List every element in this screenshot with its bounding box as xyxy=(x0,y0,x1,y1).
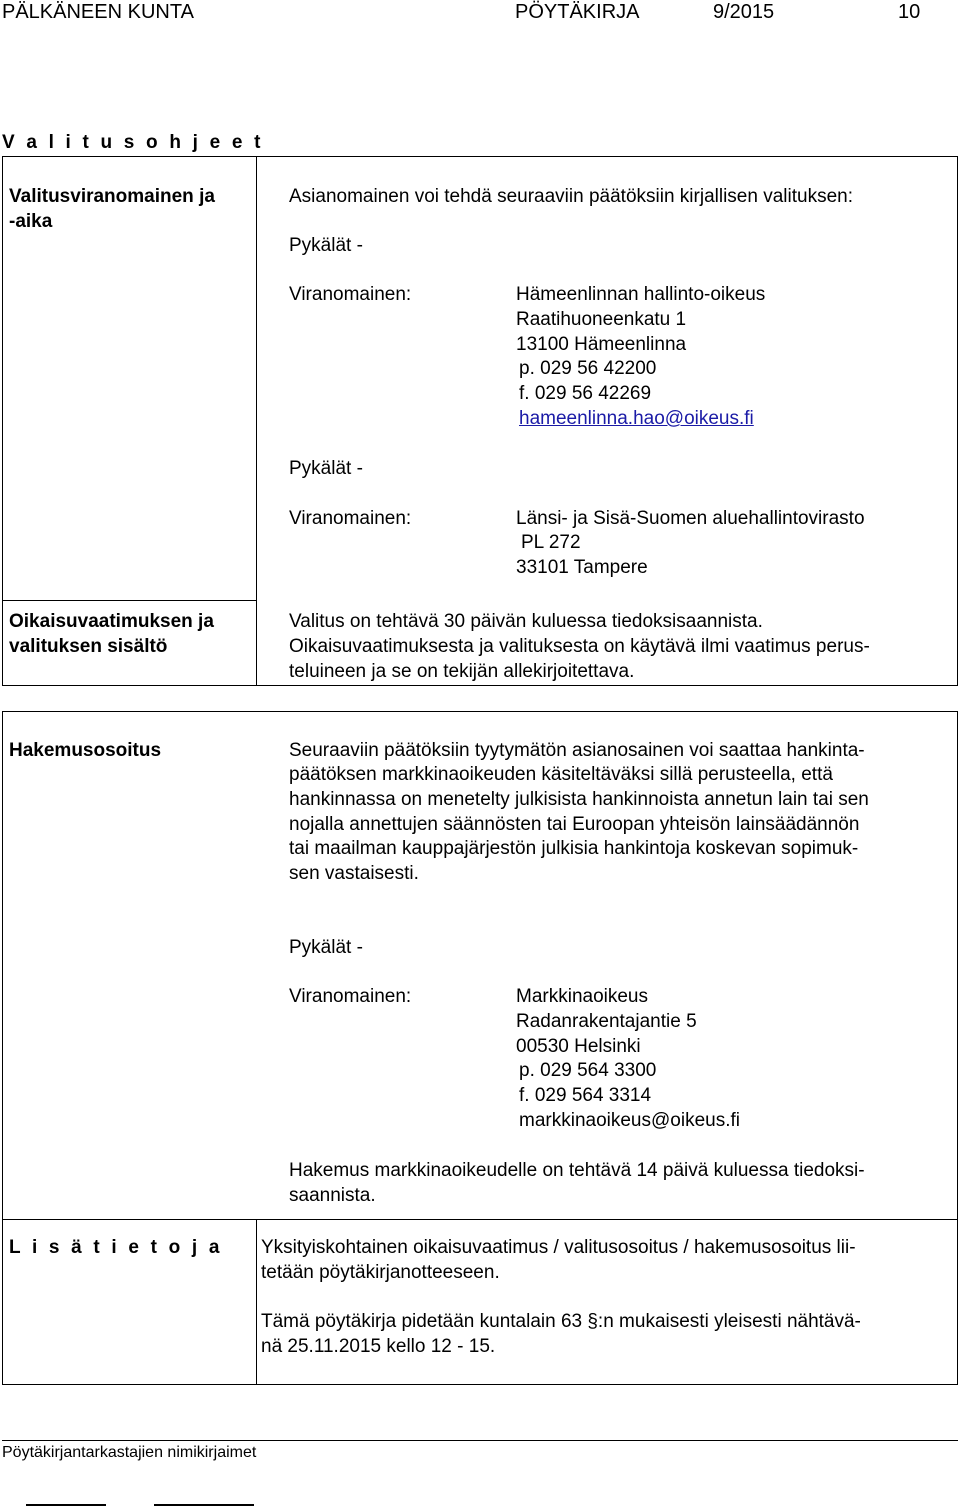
market-court-email: markkinaoikeus@oikeus.fi xyxy=(519,1110,740,1131)
sections-label: Pykälät - xyxy=(289,937,363,958)
appeal-table-divider xyxy=(256,156,257,686)
agency-postcode: 33101 Tampere xyxy=(516,557,648,578)
procurement-row-divider xyxy=(2,1219,958,1220)
procurement-body-line: päätöksen markkinaoikeuden käsiteltäväksi sillä perusteella, että xyxy=(289,764,833,785)
authority-label: Viranomainen: xyxy=(289,284,412,305)
appeal-authority-label-line1: Valitusviranomainen ja xyxy=(9,186,215,207)
procurement-body-line: tai maailman kauppajärjestön julkisia hankintoja koskevan sopimuk- xyxy=(289,838,859,859)
page-number: 10 xyxy=(898,1,921,23)
agency-name: Länsi- ja Sisä-Suomen aluehallintovirasto xyxy=(516,508,865,529)
signature-line-2 xyxy=(154,1504,254,1506)
extra-info-line: tetään pöytäkirjanotteeseen. xyxy=(261,1262,500,1283)
content-line: Oikaisuvaatimuksesta ja valituksesta on käytävä ilmi vaatimus perus- xyxy=(289,636,870,657)
deadline-line: saannista. xyxy=(289,1185,376,1206)
market-court-name: Markkinaoikeus xyxy=(516,986,648,1007)
municipality-name: PÄLKÄNEEN KUNTA xyxy=(2,1,194,23)
appeal-intro: Asianomainen voi tehdä seuraaviin päätöksiin kirjallisen valituksen: xyxy=(289,186,853,207)
court-phone: p. 029 56 42200 xyxy=(519,358,657,379)
content-line: teluineen ja se on tekijän allekirjoitettava. xyxy=(289,661,635,682)
procurement-body-line: hankinnassa on menetelty julkisista hankinnoista annetun lain tai sen xyxy=(289,789,869,810)
authority-label: Viranomainen: xyxy=(289,508,412,529)
content-label-line1: Oikaisuvaatimuksen ja xyxy=(9,611,214,632)
market-court-fax: f. 029 564 3314 xyxy=(519,1085,652,1106)
appeal-authority-label-line2: -aika xyxy=(9,211,53,232)
content-label-line2: valituksen sisältö xyxy=(9,636,168,657)
procurement-body-line: sen vastaisesti. xyxy=(289,863,419,884)
deadline-line: Hakemus markkinaoikeudelle on tehtävä 14 päivä kuluessa tiedoksi- xyxy=(289,1160,865,1181)
court-postcode: 13100 Hämeenlinna xyxy=(516,334,687,355)
extra-info-line: nä 25.11.2015 kello 12 - 15. xyxy=(261,1336,496,1357)
agency-po-box: PL 272 xyxy=(521,532,581,553)
content-line: Valitus on tehtävä 30 päivän kuluessa tiedoksisaannista. xyxy=(289,611,763,632)
market-court-postcode: 00530 Helsinki xyxy=(516,1036,641,1057)
footer-rule xyxy=(2,1440,958,1441)
sections-label: Pykälät - xyxy=(289,458,363,479)
court-name: Hämeenlinnan hallinto-oikeus xyxy=(516,284,766,305)
court-fax: f. 029 56 42269 xyxy=(519,383,652,404)
extra-info-divider xyxy=(256,1219,257,1385)
extra-info-line: Tämä pöytäkirja pidetään kuntalain 63 §:n mukaisesti yleisesti nähtävä- xyxy=(261,1311,861,1332)
document-number: 9/2015 xyxy=(713,1,775,23)
extra-info-line: Yksityiskohtainen oikaisuvaatimus / valitusosoitus / hakemusosoitus lii- xyxy=(261,1237,856,1258)
extra-info-label: L i s ä t i e t o j a xyxy=(9,1237,223,1258)
appeal-table-row-divider xyxy=(2,600,257,601)
procurement-body-line: nojalla annettujen säännösten tai Euroopan yhteisön lainsäädännön xyxy=(289,814,860,835)
court-email-link[interactable]: hameenlinna.hao@oikeus.fi xyxy=(519,408,754,429)
market-court-phone: p. 029 564 3300 xyxy=(519,1060,657,1081)
appeal-instructions-heading: V a l i t u s o h j e e t xyxy=(2,132,264,153)
sections-label: Pykälät - xyxy=(289,235,363,256)
procurement-label: Hakemusosoitus xyxy=(9,740,162,761)
market-court-street: Radanrakentajantie 5 xyxy=(516,1011,697,1032)
authority-label: Viranomainen: xyxy=(289,986,412,1007)
court-street: Raatihuoneenkatu 1 xyxy=(516,309,687,330)
signature-line-1 xyxy=(26,1504,106,1506)
document-type: PÖYTÄKIRJA xyxy=(515,1,640,23)
appeal-table xyxy=(2,156,958,686)
procurement-body-line: Seuraaviin päätöksiin tyytymätön asianosainen voi saattaa hankinta- xyxy=(289,740,865,761)
signature-label: Pöytäkirjantarkastajien nimikirjaimet xyxy=(2,1444,257,1461)
